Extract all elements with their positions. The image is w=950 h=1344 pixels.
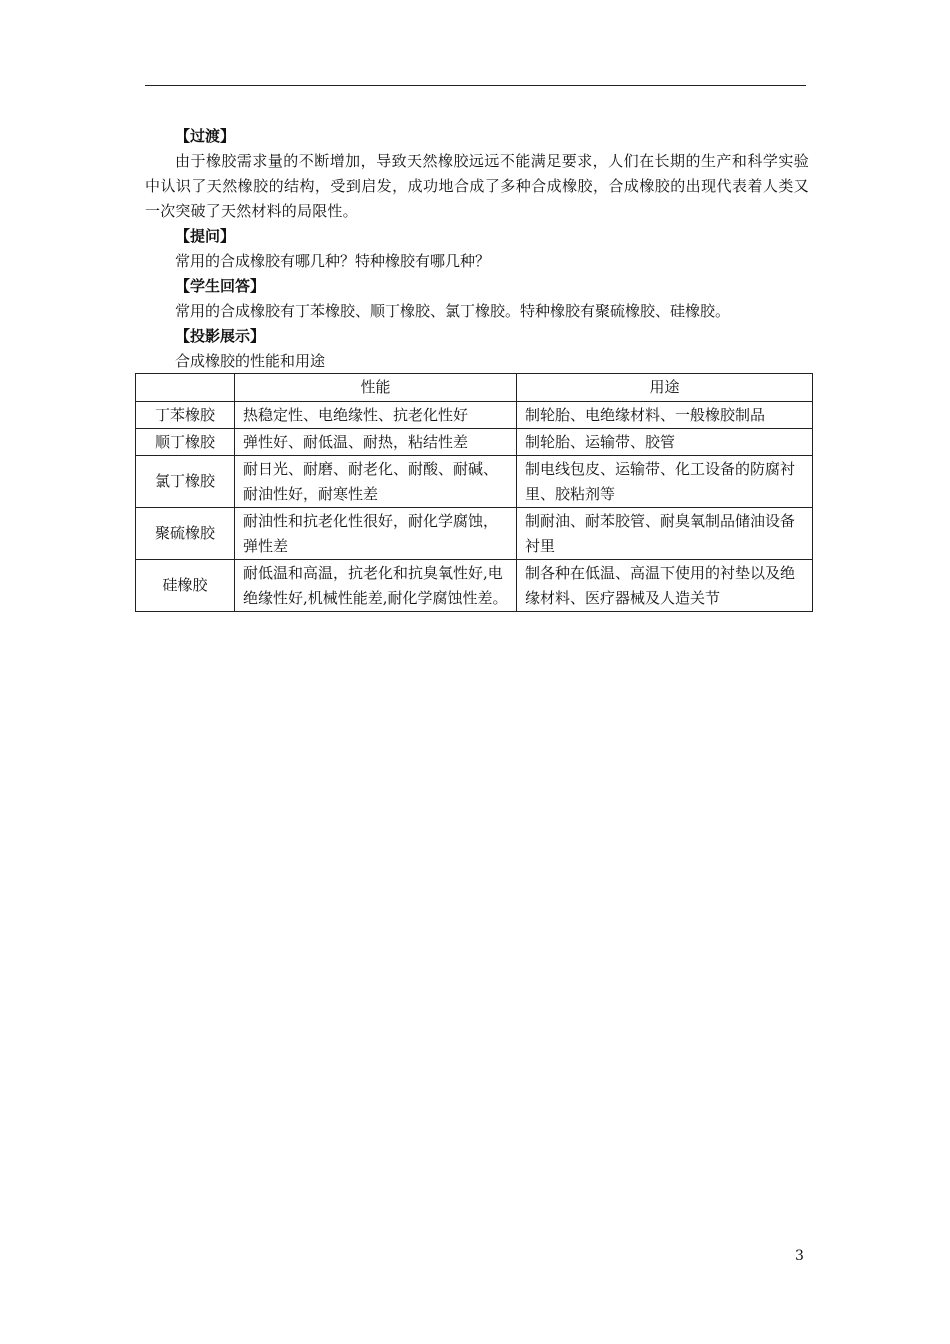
table-row: [136, 402, 813, 429]
header-uses: 用途: [517, 374, 813, 402]
rubber-properties-table: [135, 373, 813, 612]
rubber-properties: 耐油性和抗老化性很好，耐化学腐蚀，弹性差: [235, 508, 517, 560]
table-row: [136, 456, 813, 508]
rubber-properties: 弹性好、耐低温、耐热，粘结性差: [235, 429, 517, 456]
projection-heading: 【投影展示】: [175, 327, 266, 345]
header-rule: [145, 85, 806, 86]
rubber-name: 氯丁橡胶: [136, 456, 235, 508]
rubber-uses: 制电线包皮、运输带、化工设备的防腐衬里、胶粘剂等: [517, 456, 813, 508]
document-body: [145, 124, 809, 374]
rubber-name: 聚硫橡胶: [136, 508, 235, 560]
rubber-uses: 制各种在低温、高温下使用的衬垫以及绝缘材料、医疗器械及人造关节: [517, 560, 813, 612]
rubber-name: 硅橡胶: [136, 560, 235, 612]
rubber-name: 顺丁橡胶: [136, 429, 235, 456]
table-header-row: [136, 374, 813, 402]
table-row: [136, 560, 813, 612]
rubber-uses: 制轮胎、运输带、胶管: [517, 429, 813, 456]
table-row: [136, 429, 813, 456]
rubber-properties: 热稳定性、电绝缘性、抗老化性好: [235, 402, 517, 429]
question-text: 常用的合成橡胶有哪几种？特种橡胶有哪几种？: [175, 252, 491, 270]
rubber-properties: 耐低温和高温，抗老化和抗臭氧性好,电绝缘性好,机械性能差,耐化学腐蚀性差。: [235, 560, 517, 612]
table-row: [136, 508, 813, 560]
header-properties: 性能: [235, 374, 517, 402]
header-blank: [136, 374, 235, 402]
rubber-uses: 制轮胎、电绝缘材料、一般橡胶制品: [517, 402, 813, 429]
answer-heading: 【学生回答】: [175, 277, 266, 295]
rubber-uses: 制耐油、耐苯胶管、耐臭氧制品储油设备衬里: [517, 508, 813, 560]
question-heading: 【提问】: [175, 227, 236, 245]
rubber-name: 丁苯橡胶: [136, 402, 235, 429]
table-caption: 合成橡胶的性能和用途: [175, 352, 326, 370]
page-number: 3: [795, 1248, 804, 1264]
transition-heading: 【过渡】: [175, 127, 236, 145]
transition-paragraph: 由于橡胶需求量的不断增加，导致天然橡胶远远不能满足要求，人们在长期的生产和科学实验中认识了天然橡胶的结构，受到启发，成功地合成了多种合成橡胶，合成橡胶的出现代表着人类又一次突破了天然材料的局限性。: [145, 152, 809, 220]
answer-text: 常用的合成橡胶有丁苯橡胶、顺丁橡胶、氯丁橡胶。特种橡胶有聚硫橡胶、硅橡胶。: [175, 302, 731, 320]
rubber-properties: 耐日光、耐磨、耐老化、耐酸、耐碱、耐油性好，耐寒性差: [235, 456, 517, 508]
